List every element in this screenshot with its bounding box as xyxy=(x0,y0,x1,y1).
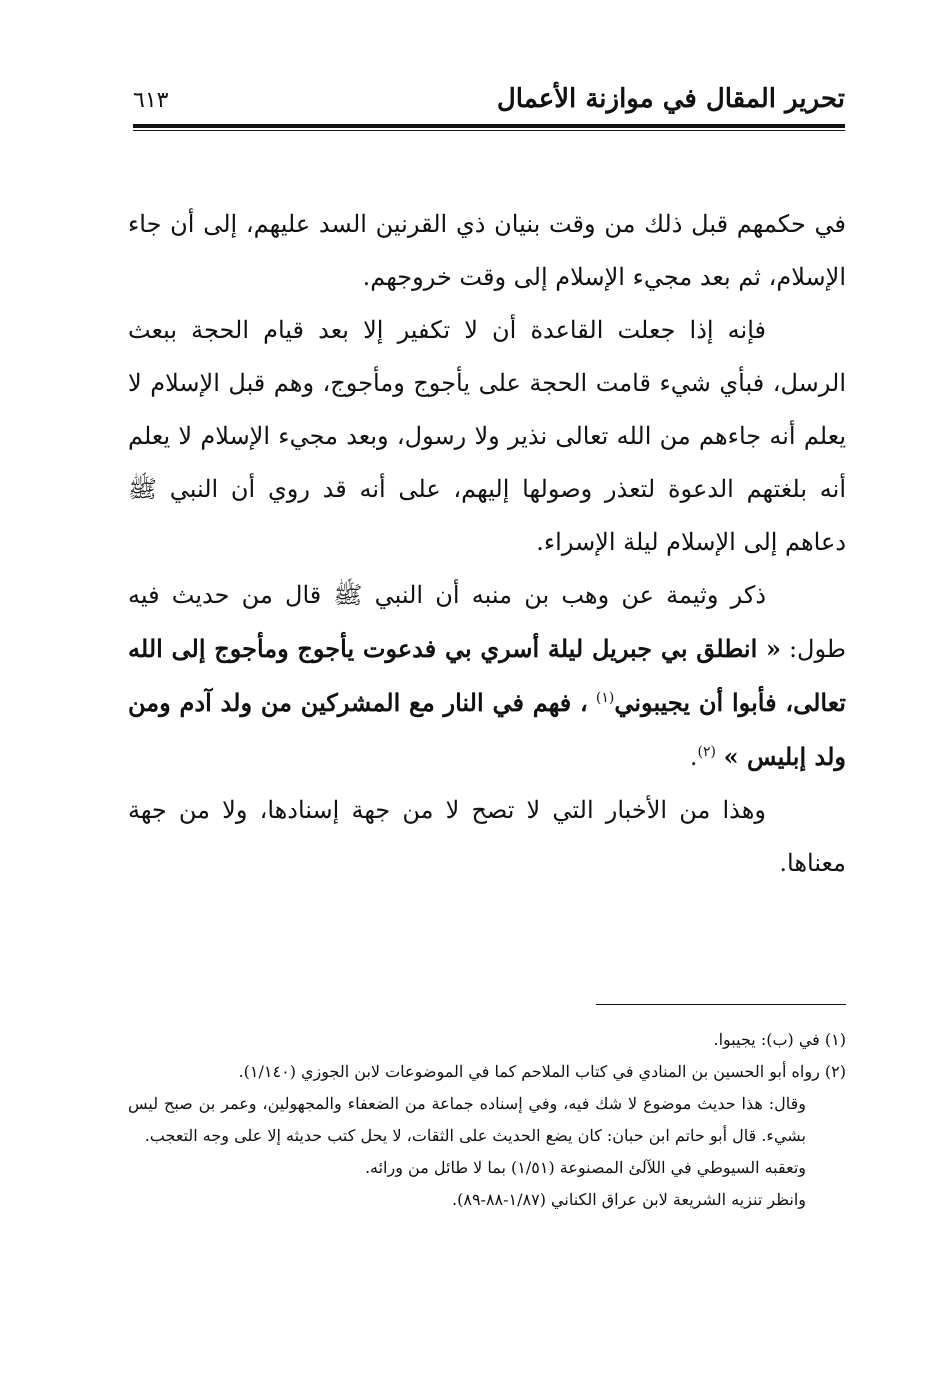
header-title: تحرير المقال في موازنة الأعمال xyxy=(496,84,845,114)
footnote-1: (١) في (ب): يجيبوا. xyxy=(713,1030,846,1049)
main-text xyxy=(128,198,846,890)
footnote-2-continued-1: وقال: هذا حديث موضوع لا شك فيه، وفي إسناده جماعة من الضعفاء والمجهولين، وعمر بن صبح ليس بشيء. قال أبو حاتم ابن حبان: كان يضع الحديث على الثقات، لا يحل كتب حديثه إلا على وجه التعجب. xyxy=(128,1094,806,1145)
footnote-ref-1[interactable]: (١) xyxy=(595,690,615,706)
paragraph-4: وهذا من الأخبار التي لا تصح لا من جهة إسنادها، ولا من جهة معناها. xyxy=(128,796,846,877)
footnote-2-continued-2: وتعقبه السيوطي في اللآلئ المصنوعة (١/٥١) بما لا طائل من ورائه. xyxy=(364,1158,806,1177)
hadith-end: . xyxy=(689,743,698,771)
header-rule xyxy=(133,124,845,128)
footnote-2-continued-3: وانظر تنزيه الشريعة لابن عراق الكناني (١/٨٧-٨٨-٨٩). xyxy=(452,1190,806,1209)
footnote-separator xyxy=(596,1004,846,1005)
paragraph-3 xyxy=(128,569,846,784)
footnotes xyxy=(128,1024,846,1216)
footnote-2: (٢) رواه أبو الحسين بن المنادي في كتاب الملاحم كما في الموضوعات لابن الجوزي (١/١٤٠). xyxy=(238,1062,846,1081)
running-header xyxy=(133,78,845,124)
header-rule-thin xyxy=(133,130,845,131)
page-number: ٦١٣ xyxy=(133,88,169,113)
hadith-quote-part-1: « انطلق بي جبريل ليلة أسري بي فدعوت يأجوج ومأجوج إلى الله تعالى، فأبوا أن يجيبوني xyxy=(128,634,846,717)
hadith-quote-part-2: ، فهم في النار مع المشركين من ولد آدم ومن ولد إبليس » xyxy=(128,688,846,771)
footnote-ref-2[interactable]: (٢) xyxy=(697,744,717,760)
paragraph-1: في حكمهم قبل ذلك من وقت بنيان ذي القرنين السد عليهم، إلى أن جاء الإسلام، ثم بعد مجيء الإسلام إلى وقت خروجهم. xyxy=(128,210,846,291)
paragraph-2: فإنه إذا جعلت القاعدة أن لا تكفير إلا بعد قيام الحجة ببعث الرسل، فبأي شيء قامت الحجة على يأجوج ومأجوج، وهم قبل الإسلام لا يعلم أنه جاءهم من الله تعالى نذير ولا رسول، وبعد مجيء الإسلام لا يعلم أنه بلغتهم الدعوة لتعذر وصولها إليهم، على أنه قد روي أن النبي ﷺ دعاهم إلى الإسلام ليلة الإسراء. xyxy=(128,316,846,556)
hadith-intro: ذكر وثيمة عن وهب بن منبه أن النبي ﷺ قال من حديث فيه طول: xyxy=(128,581,846,663)
